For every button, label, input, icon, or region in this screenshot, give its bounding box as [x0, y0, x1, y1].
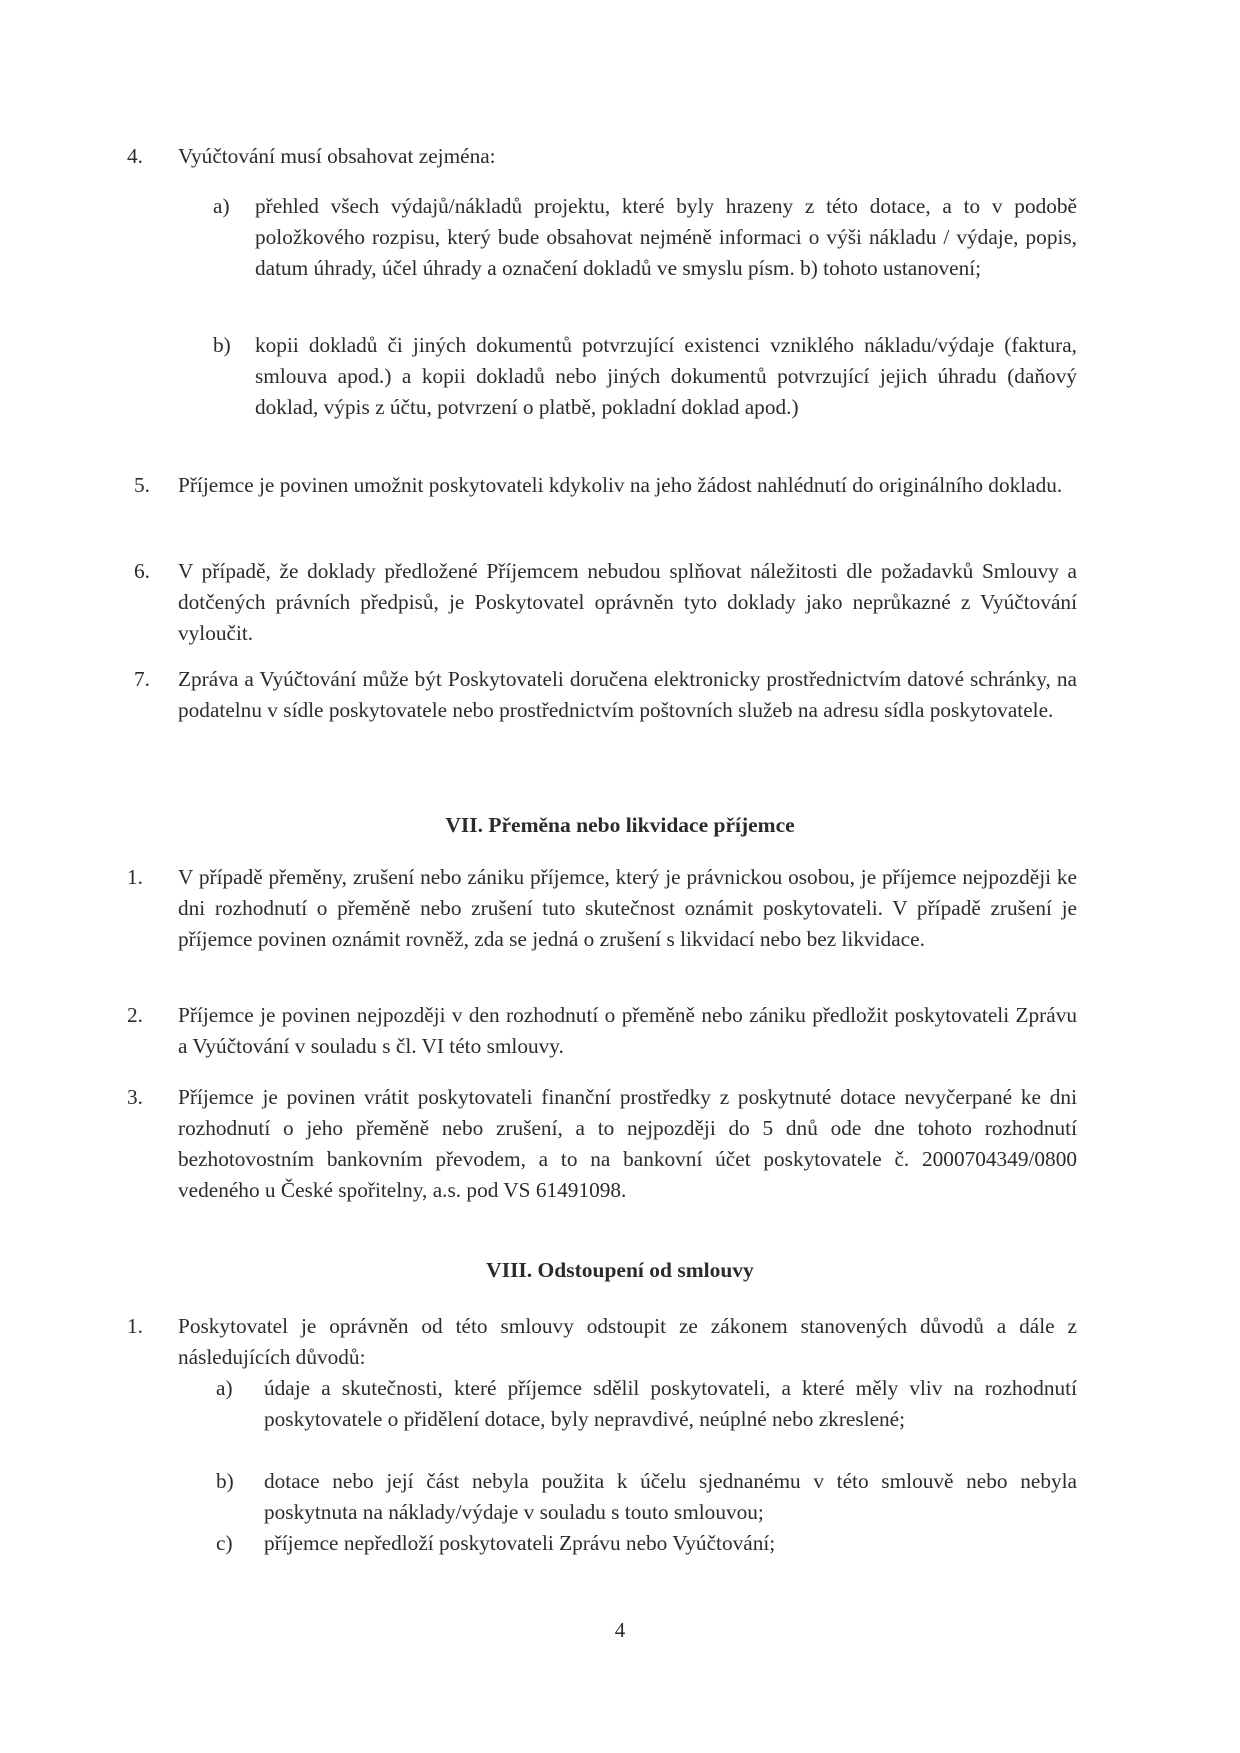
item-number: 1. — [127, 1314, 143, 1338]
item-number: 5. — [134, 473, 150, 497]
list-item — [127, 1311, 1077, 1373]
sub-item-text: přehled všech výdajů/nákladů projektu, které byly hrazeny z této dotace, a to v podobě položkového rozpisu, který bude obsahovat nejméně informaci o výši nákladu / výdaje, popis, datum úhrady, účel úhrady a označení dokladů ve smyslu písm. b) tohoto ustanovení; — [255, 194, 1077, 280]
item-text: Příjemce je povinen nejpozději v den rozhodnutí o přeměně nebo zániku předložit poskytovateli Zprávu a Vyúčtování v souladu s čl. VI této smlouvy. — [178, 1003, 1077, 1058]
sub-item-label: b) — [216, 1469, 234, 1493]
list-item — [134, 664, 1077, 757]
sub-item — [216, 1528, 1077, 1559]
item-text: V případě přeměny, zrušení nebo zániku příjemce, který je právnickou osobou, je příjemce nejpozději ke dni rozhodnutí o přeměně nebo zrušení tuto skutečnost oznámit poskytovateli. V případě zrušení je příjemce povinen oznámit rovněž, zda se jedná o zrušení s likvidací nebo bez likvidace. — [178, 865, 1077, 951]
item-number: 3. — [127, 1085, 143, 1109]
sub-item-text: příjemce nepředloží poskytovateli Zprávu nebo Vyúčtování; — [264, 1531, 776, 1555]
section-heading: VII. Přeměna nebo likvidace příjemce — [445, 813, 795, 837]
section-heading: VIII. Odstoupení od smlouvy — [486, 1258, 754, 1282]
sub-item — [216, 1373, 1077, 1466]
list-item — [127, 862, 1077, 986]
page-number: 4 — [614, 1618, 626, 1642]
item-text: V případě, že doklady předložené Příjemcem nebudou splňovat náležitosti dle požadavků Smlouvy a dotčených právních předpisů, je Poskytovatel oprávněn tyto doklady jako neprůkazné z Vyúčtování vyloučit. — [178, 559, 1077, 645]
list-item — [134, 556, 1077, 649]
sub-item-label: a) — [216, 1376, 233, 1400]
item-number: 2. — [127, 1003, 143, 1027]
sub-item-text: kopii dokladů či jiných dokumentů potvrzující existenci vzniklého nákladu/výdaje (faktura, smlouva apod.) a kopii dokladů nebo jiných dokumentů potvrzující jejich úhradu (daňový doklad, výpis z účtu, potvrzení o platbě, pokladní doklad apod.) — [255, 333, 1077, 419]
item-text: Příjemce je povinen vrátit poskytovateli finanční prostředky z poskytnuté dotace nevyčerpané ke dni rozhodnutí o jeho přeměně nebo zrušení, a to nejpozději do 5 dnů ode dne tohoto rozhodnutí bezhotovostním bankovním převodem, a to na bankovní účet poskytovatele č. 2000704349/0800 vedeného u České spořitelny, a.s. pod VS 61491098. — [178, 1085, 1077, 1202]
sub-item — [213, 191, 1077, 315]
sub-item-label: b) — [213, 333, 231, 357]
sub-item — [216, 1466, 1077, 1528]
sub-item-label: a) — [213, 194, 230, 218]
sub-item-text: dotace nebo její část nebyla použita k účelu sjednanému v této smlouvě nebo nebyla poskytnuta na náklady/výdaje v souladu s touto smlouvou; — [264, 1469, 1077, 1524]
list-item — [127, 1000, 1077, 1062]
list-item — [134, 470, 1077, 532]
item-number: 7. — [134, 667, 150, 691]
sub-item — [213, 330, 1077, 454]
sub-item-text: údaje a skutečnosti, které příjemce sdělil poskytovateli, a které měly vliv na rozhodnutí poskytovatele o přidělení dotace, byly nepravdivé, neúplné nebo zkreslené; — [264, 1376, 1077, 1431]
item-number: 4. — [127, 144, 143, 168]
item-number: 6. — [134, 559, 150, 583]
list-item — [127, 1082, 1077, 1206]
sub-item-label: c) — [216, 1531, 233, 1555]
item-text: Vyúčtování musí obsahovat zejména: — [178, 144, 496, 168]
item-text: Příjemce je povinen umožnit poskytovateli kdykoliv na jeho žádost nahlédnutí do originálního dokladu. — [178, 473, 1063, 497]
list-item — [127, 141, 1077, 175]
item-text: Zpráva a Vyúčtování může být Poskytovateli doručena elektronicky prostřednictvím datové schránky, na podatelnu v sídle poskytovatele nebo prostřednictvím poštovních služeb na adresu sídla poskytovatele. — [178, 667, 1077, 722]
item-number: 1. — [127, 865, 143, 889]
item-text: Poskytovatel je oprávněn od této smlouvy odstoupit ze zákonem stanovených důvodů a dále z následujících důvodů: — [178, 1314, 1077, 1369]
